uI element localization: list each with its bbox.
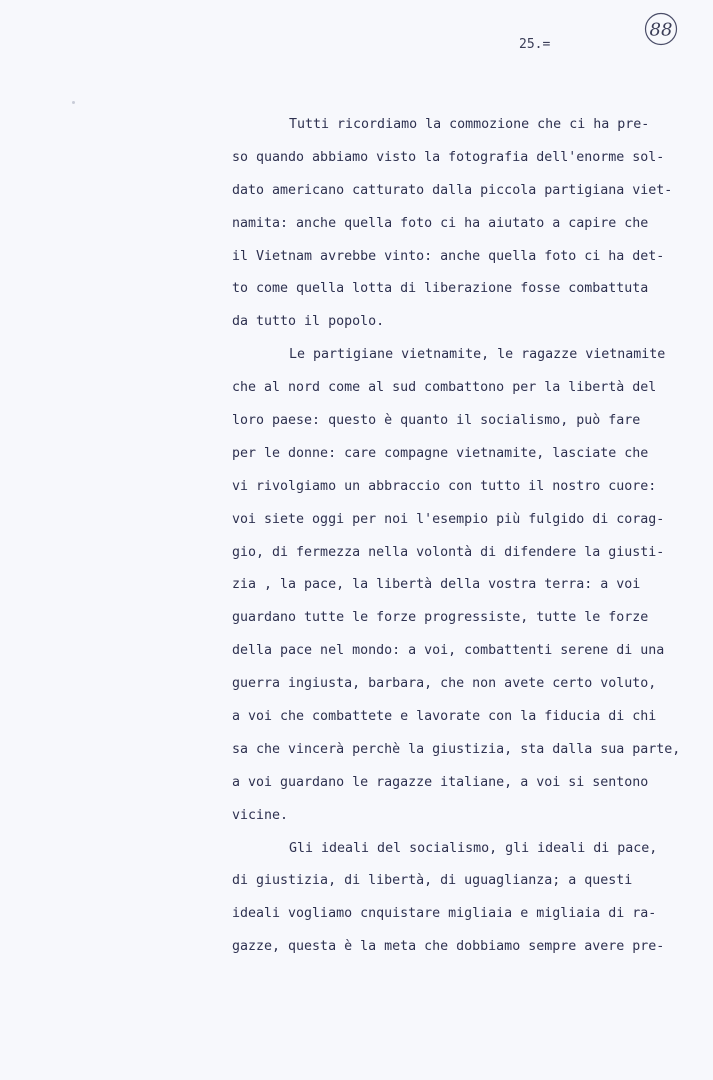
text-line: della pace nel mondo: a voi, combattenti serene di una: [232, 643, 665, 659]
page-number: 25.=: [519, 37, 551, 52]
text-line: to come quella lotta di liberazione fosse combattuta: [232, 281, 649, 297]
text-line: Gli ideali del socialismo, gli ideali di pace,: [289, 840, 658, 856]
paragraph-3: [232, 833, 702, 965]
text-line: di giustizia, di libertà, di uguaglianza; a questi: [232, 873, 633, 889]
text-line: il Vietnam avrebbe vinto: anche quella foto ci ha det-: [232, 248, 665, 264]
text-line: voi siete oggi per noi l'esempio più fulgido di corag-: [232, 511, 665, 527]
text-line: sa che vincerà perchè la giustizia, sta dalla sua parte,: [232, 741, 681, 757]
text-line: namita: anche quella foto ci ha aiutato a capire che: [232, 215, 649, 231]
text-line: a voi che combattete e lavorate con la fiducia di chi: [232, 709, 657, 725]
text-line: gazze, questa è la meta che dobbiamo sempre avere pre-: [232, 939, 665, 955]
text-line: che al nord come al sud combattono per la libertà del: [232, 380, 657, 396]
text-line: Tutti ricordiamo la commozione che ci ha pre-: [289, 117, 650, 132]
text-line: vi rivolgiamo un abbraccio con tutto il nostro cuore:: [232, 478, 657, 494]
text-line: dato americano catturato dalla piccola partigiana viet-: [232, 182, 673, 198]
text-line: guerra ingiusta, barbara, che non avete certo voluto,: [232, 676, 657, 692]
text-line: loro paese: questo è quanto il socialismo, può fare: [232, 413, 641, 429]
text-line: zia , la pace, la libertà della vostra terra: a voi: [232, 577, 641, 593]
archive-number-stamp: [644, 12, 678, 46]
paper-speck: [72, 101, 75, 104]
text-line: a voi guardano le ragazze italiane, a voi si sentono: [232, 774, 649, 790]
letter-body: [232, 109, 702, 964]
text-line: guardano tutte le forze progressiste, tutte le forze: [232, 610, 649, 626]
text-line: so quando abbiamo visto la fotografia dell'enorme sol-: [232, 149, 665, 165]
paragraph-1: [232, 109, 702, 339]
text-line: gio, di fermezza nella volontà di difendere la giusti-: [232, 544, 665, 560]
archive-number: 88: [649, 19, 673, 41]
text-line: per le donne: care compagne vietnamite, lasciate che: [232, 445, 649, 461]
text-line: da tutto il popolo.: [232, 314, 385, 330]
text-line: vicine.: [232, 807, 289, 823]
text-line: Le partigiane vietnamite, le ragazze vietnamite: [289, 347, 666, 363]
paragraph-2: [232, 339, 702, 832]
text-line: ideali vogliamo cnquistare migliaia e migliaia di ra-: [232, 906, 657, 922]
